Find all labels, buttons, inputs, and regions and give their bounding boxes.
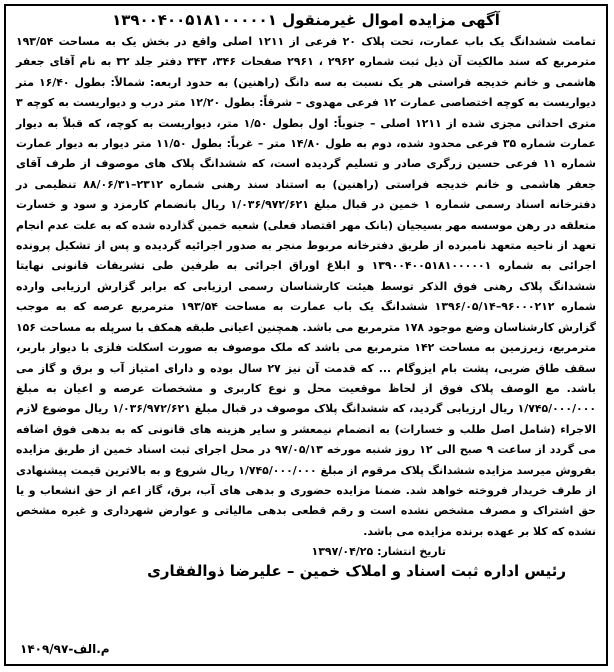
publication-date: تاریخ انتشار: ۱۳۹۷/۰۴/۲۵ [311, 545, 446, 559]
notice-title: آگهی مزایده اموال غیرمنقول ۱۳۹۰۰۴۰۰۵۱۸۱۰۰۰۰۰۱ [112, 11, 500, 29]
reference-code: م.الف-۱۴۰۹/۹۷ [20, 642, 110, 656]
notice-body: تمامت ششدانگ یک باب عمارت، تحت پلاک ۲۰ فرعی از ۱۲۱۱ اصلی واقع در بخش یک به مساحت ۱۹۳/۵۴ مترمربع که سند مالکیت آن ذیل ثبت شماره ۲۹۶۲ ، ۲۹۶۱ صفحات ۳۴۶، ۳۴۳ دفتر جلد ۳۲ به نام آقای جعفر هاشمی و خانم خدیجه فراستی هر یک نسبت به سه دانگ (راهنین) به حدود اربعه: شمالاً: بطول ۱۶/۴۰ متر دیواریست به کوچه اختصاصی عمارت ۱۲ فرعی مهدوی – شرقاً: بطول ۱۲/۲۰ متر درب و دیواریست به کوچه ۳ متری احداثی مجزی شده از ۱۲۱۱ اصلی – جنوباً: اول بطول ۱/۵۰ متر، دیواریست به کوچه، که قبلاً به دیوار عمارت شماره ۳۵ فرعی محدود شده، دوم به طول ۱۴/۸۰ متر – غرباً: بطول ۱۱/۵۰ متر دیوار به دیوار عمارت شماره ۱۱ فرعی حسین زرگری صادر و تسلیم گردیده است، که ششدانگ پلاک های موصوف از طرف آقای جعفر هاشمی و خانم خدیجه فراستی (راهنین) به استناد سند رهنی شماره ۲۳۱۲–۸۸/۰۶/۳۱ تنظیمی در دفترخانه اسناد رسمی شماره ۱ خمین در قبال مبلغ ۱/۰۳۶/۹۷۲/۶۲۱ ریال بانضمام کارمزد و سود و خسارت متعلقه در رهن موسسه مهر بسیجیان (بانک مهر اقتصاد فعلی) شعبه خمین گذارده شده که به علت عدم انجام تعهد از ناحیه متعهد نامبرده از طریق دفترخانه مربوط منجر به صدور اجرائیه گردیده و پس از تشکیل پرونده اجرائی به شماره ۱۳۹۰۰۴۰۰۵۱۸۱۰۰۰۰۰۱ و ابلاغ اوراق اجرائی به طرفین طی تشریفات قانونی نهایتا ششدانگ پلاک رهنی فوق الذکر توسط هیئت کارشناسان رسمی ارزیابی که برابر گزارش ارزیابی وارده شماره ۹۶۰۰۰۲۱۲–۱۳۹۶/۰۵/۱۴ ششدانگ یک باب عمارت به مساحت ۱۹۳/۵۴ مترمربع عرصه که به موجب گزارش کارشناسان وضع موجود ۱۷۸ مترمربع می باشد. همچنین اعیانی طبقه همکف با سرپله به مساحت ۱۵۶ مترمربع، زیرزمین به مساحت ۱۴۲ مترمربع می باشد که ملک موصوف به صورت اسکلت فلزی با دیوار باربر، سقف طاق ضربی، پشت بام ایزوگام ... که قدمت آن نیز ۲۷ سال بوده و دارای امتیاز آب و برق و گاز می باشد. مع الوصف پلاک فوق از لحاظ موقعیت محل و نوع کاربری و مشخصات عرصه و اعیان به مبلغ ۱/۷۴۵/۰۰۰/۰۰۰ ریال ارزیابی گردید، که ششدانگ پلاک موصوف در قبال مبلغ ۱/۰۳۶/۹۷۲/۶۲۱ ریال موضوع لازم الاجراء (شامل اصل طلب و خسارات) به انضمام نیمعشر و سایر هزینه های قانونی که به بدهی فوق اضافه می گردد از ساعت ۹ صبح الی ۱۲ روز شنبه مورخه ۹۷/۰۵/۱۳ در محل اجرای ثبت اسناد خمین از طریق مزایده بفروش میرسد مزایده ششدانگ پلاک مرقوم از مبلغ ۱/۷۴۵/۰۰۰/۰۰۰ ریال شروع و به بالاترین قیمت پیشنهادی از طرف خریدار فروخته خواهد شد. ضمنا مزایده حضوری و بدهی های آب، برق، گاز اعم از حق انشعاب و یا حق اشتراک و مصرف مشخص نشده است و رقم قطعی بدهی مالیاتی و عوارض شهرداری و غیره مشخص نشده که کلا بر عهده برنده مزایده می باشد. [16, 35, 597, 538]
notice-frame [4, 4, 608, 666]
signature-line: رئیس اداره ثبت اسناد و املاک خمین – علیرضا ذوالفقاری [147, 562, 566, 581]
